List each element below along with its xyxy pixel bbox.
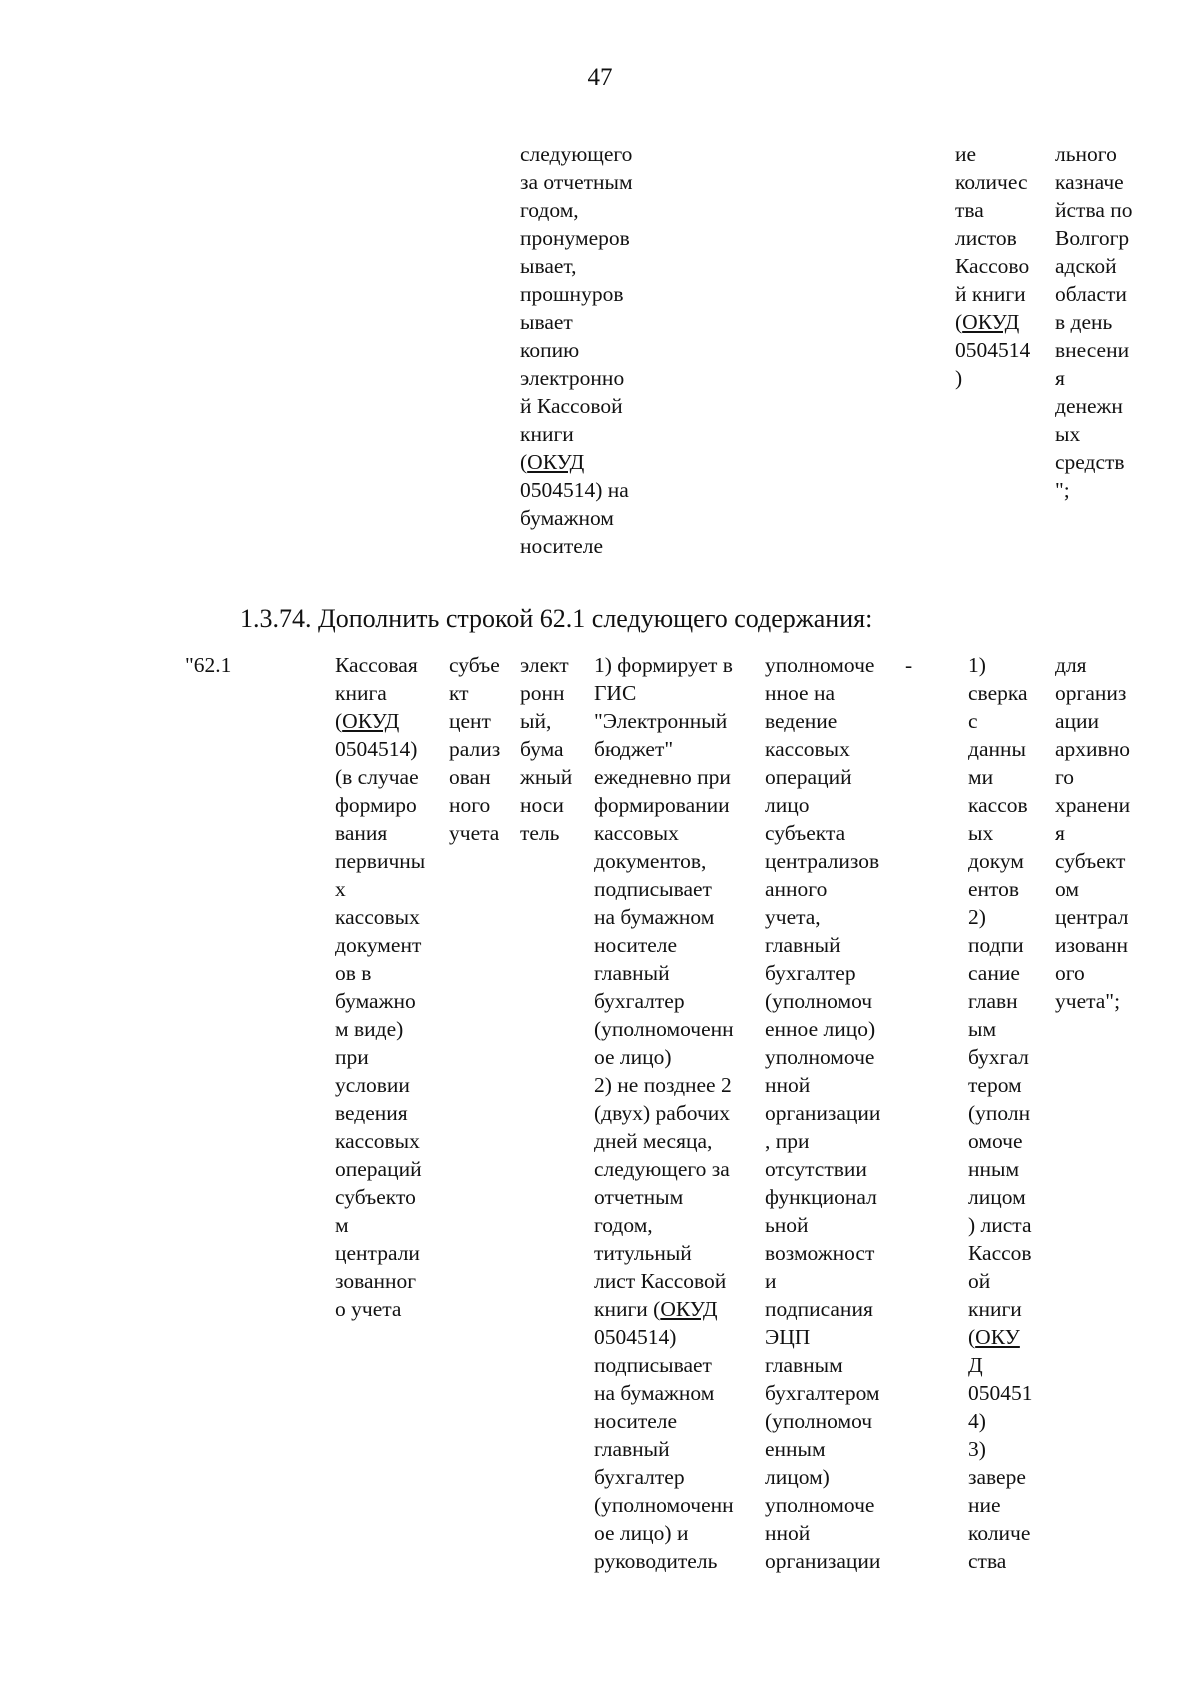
top-block-column-c: льного казначе йства по Волгогр адской области в день внесени я денежн ых средств "; <box>1055 142 1133 502</box>
row-column-control: 1) сверка с данны ми кассов ых докум ентов 2) подпи сание главн ым бухгал тером (уполн омоче нным лицом ) листа Кассов ой книги (ОКУ Д 050451 4) 3) завере ние количе ства <box>968 653 1033 1573</box>
row-column-procedure: 1) формирует в ГИС "Электронный бюджет" ежедневно при формировании кассовых документов, подписывает на бумажном носителе главный бухгалтер (уполномоченн ое лицо) 2) не позднее 2 (двух) рабочих дней месяца, следующего за отчетным годом, титульный лист Кассовой книги (ОКУД 0504514) подписывает на бумажном носителе главный бухгалтер (уполномоченн ое лицо) и руководитель <box>594 653 734 1573</box>
row-column-purpose: для организ ации архивно го хранени я субъект ом централ изованн ого учета"; <box>1055 653 1131 1013</box>
page-number: 47 <box>587 64 613 91</box>
section-heading: 1.3.74. Дополнить строкой 62.1 следующего содержания: <box>240 604 873 633</box>
top-block-column-a: следующего за отчетным годом, пронумеров ывает, прошнуров ывает копию электронно й Кассовой книги (ОКУД 0504514) на бумажном носителе <box>520 142 633 558</box>
row-column-name: Кассовая книга (ОКУД 0504514) (в случае формиро вания первичны х кассовых документ ов в бумажно м виде) при условии ведения кассовых операций субъекто м централи зованног о учета <box>335 653 426 1321</box>
row-column-subject: субъе кт цент рализ ован ного учета <box>449 653 501 845</box>
top-block-column-b: ие количес тва листов Кассово й книги (ОКУД 0504514 ) <box>955 142 1031 390</box>
row-number: "62.1 <box>185 653 232 677</box>
row-column-responsible: уполномоче нное на ведение кассовых операций лицо субъекта централизов анного учета, главный бухгалтер (уполномоч енное лицо) уполномоче нной организации , при отсутствии функционал ьной возможност и подписания ЭЦП главным бухгалтером (уполномоч енным лицом) уполномоче нной организации <box>765 653 881 1573</box>
row-column-dash: - <box>905 653 913 677</box>
row-column-format: элект ронн ый, бума жный носи тель <box>520 653 573 845</box>
